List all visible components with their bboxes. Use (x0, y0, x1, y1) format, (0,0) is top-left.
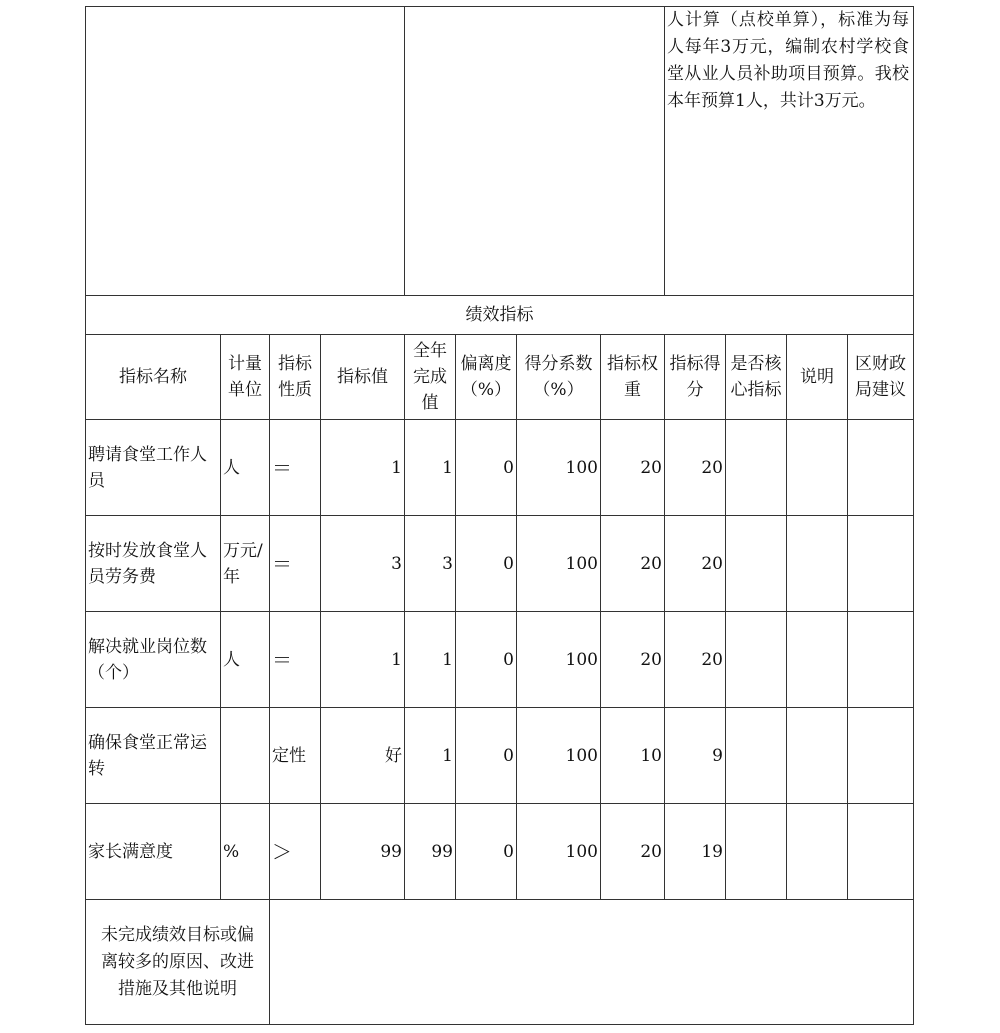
indicator-core (726, 420, 787, 516)
indicator-unit: 人 (221, 420, 270, 516)
header-core: 是否核心指标 (726, 335, 787, 420)
indicator-nature: 定性 (270, 708, 321, 804)
indicator-unit: 万元/年 (221, 516, 270, 612)
section-title: 绩效指标 (86, 296, 914, 335)
indicator-coefficient: 100 (517, 612, 601, 708)
indicator-deviation: 0 (456, 804, 517, 900)
footer-content (270, 900, 914, 1025)
indicator-score: 20 (665, 420, 726, 516)
indicator-actual: 1 (405, 420, 456, 516)
indicator-coefficient: 100 (517, 420, 601, 516)
header-coefficient: 得分系数（%） (517, 335, 601, 420)
indicator-score: 9 (665, 708, 726, 804)
header-weight: 指标权重 (601, 335, 665, 420)
indicator-suggestion (848, 612, 914, 708)
header-remark: 说明 (787, 335, 848, 420)
indicator-deviation: 0 (456, 420, 517, 516)
header-nature: 指标性质 (270, 335, 321, 420)
section-title-row (86, 296, 914, 335)
indicator-weight: 20 (601, 420, 665, 516)
footer-label: 未完成绩效目标或偏离较多的原因、改进措施及其他说明 (86, 900, 270, 1025)
indicator-weight: 20 (601, 516, 665, 612)
indicator-unit: 人 (221, 612, 270, 708)
header-suggestion: 区财政局建议 (848, 335, 914, 420)
indicator-actual: 1 (405, 708, 456, 804)
indicator-core (726, 708, 787, 804)
indicator-suggestion (848, 708, 914, 804)
indicator-suggestion (848, 804, 914, 900)
indicator-remark (787, 612, 848, 708)
table-row (86, 804, 914, 900)
indicator-target: 好 (321, 708, 405, 804)
indicator-target: 3 (321, 516, 405, 612)
indicator-coefficient: 100 (517, 804, 601, 900)
indicator-nature: ＝ (270, 516, 321, 612)
indicator-name: 解决就业岗位数（个） (86, 612, 221, 708)
header-row (86, 335, 914, 420)
top-continuation-row (86, 7, 914, 296)
indicator-suggestion (848, 420, 914, 516)
indicator-coefficient: 100 (517, 708, 601, 804)
indicator-remark (787, 804, 848, 900)
indicator-score: 19 (665, 804, 726, 900)
header-unit: 计量单位 (221, 335, 270, 420)
indicator-coefficient: 100 (517, 516, 601, 612)
table-row (86, 708, 914, 804)
table-row (86, 516, 914, 612)
indicator-weight: 20 (601, 612, 665, 708)
indicator-target: 1 (321, 612, 405, 708)
indicator-actual: 99 (405, 804, 456, 900)
top-middle-cell (405, 7, 665, 296)
performance-table-sheet (85, 6, 913, 1028)
performance-table (85, 6, 914, 1025)
indicator-actual: 3 (405, 516, 456, 612)
indicator-unit (221, 708, 270, 804)
indicator-nature: ＞ (270, 804, 321, 900)
header-deviation: 偏离度（%） (456, 335, 517, 420)
indicator-weight: 10 (601, 708, 665, 804)
indicator-remark (787, 420, 848, 516)
indicator-target: 1 (321, 420, 405, 516)
indicator-actual: 1 (405, 612, 456, 708)
header-target: 指标值 (321, 335, 405, 420)
top-right-cell (665, 7, 914, 296)
indicator-core (726, 516, 787, 612)
indicator-deviation: 0 (456, 708, 517, 804)
indicator-name: 家长满意度 (86, 804, 221, 900)
indicator-name: 按时发放食堂人员劳务费 (86, 516, 221, 612)
top-left-cell (86, 7, 405, 296)
indicator-target: 99 (321, 804, 405, 900)
indicator-core (726, 804, 787, 900)
indicator-remark (787, 516, 848, 612)
indicator-core (726, 612, 787, 708)
budget-description: 人计算（点校单算），标准为每人每年3万元，编制农村学校食堂从业人员补助项目预算。我校本年预算1人，共计3万元。 (667, 10, 910, 111)
indicator-name: 确保食堂正常运转 (86, 708, 221, 804)
indicator-suggestion (848, 516, 914, 612)
header-name: 指标名称 (86, 335, 221, 420)
indicator-weight: 20 (601, 804, 665, 900)
indicator-unit: % (221, 804, 270, 900)
indicator-deviation: 0 (456, 612, 517, 708)
table-row (86, 612, 914, 708)
indicator-score: 20 (665, 516, 726, 612)
header-score: 指标得分 (665, 335, 726, 420)
indicator-name: 聘请食堂工作人员 (86, 420, 221, 516)
indicator-nature: ＝ (270, 420, 321, 516)
indicator-score: 20 (665, 612, 726, 708)
indicator-nature: ＝ (270, 612, 321, 708)
footer-row (86, 900, 914, 1025)
indicator-deviation: 0 (456, 516, 517, 612)
indicator-remark (787, 708, 848, 804)
header-actual: 全年完成值 (405, 335, 456, 420)
table-row (86, 420, 914, 516)
